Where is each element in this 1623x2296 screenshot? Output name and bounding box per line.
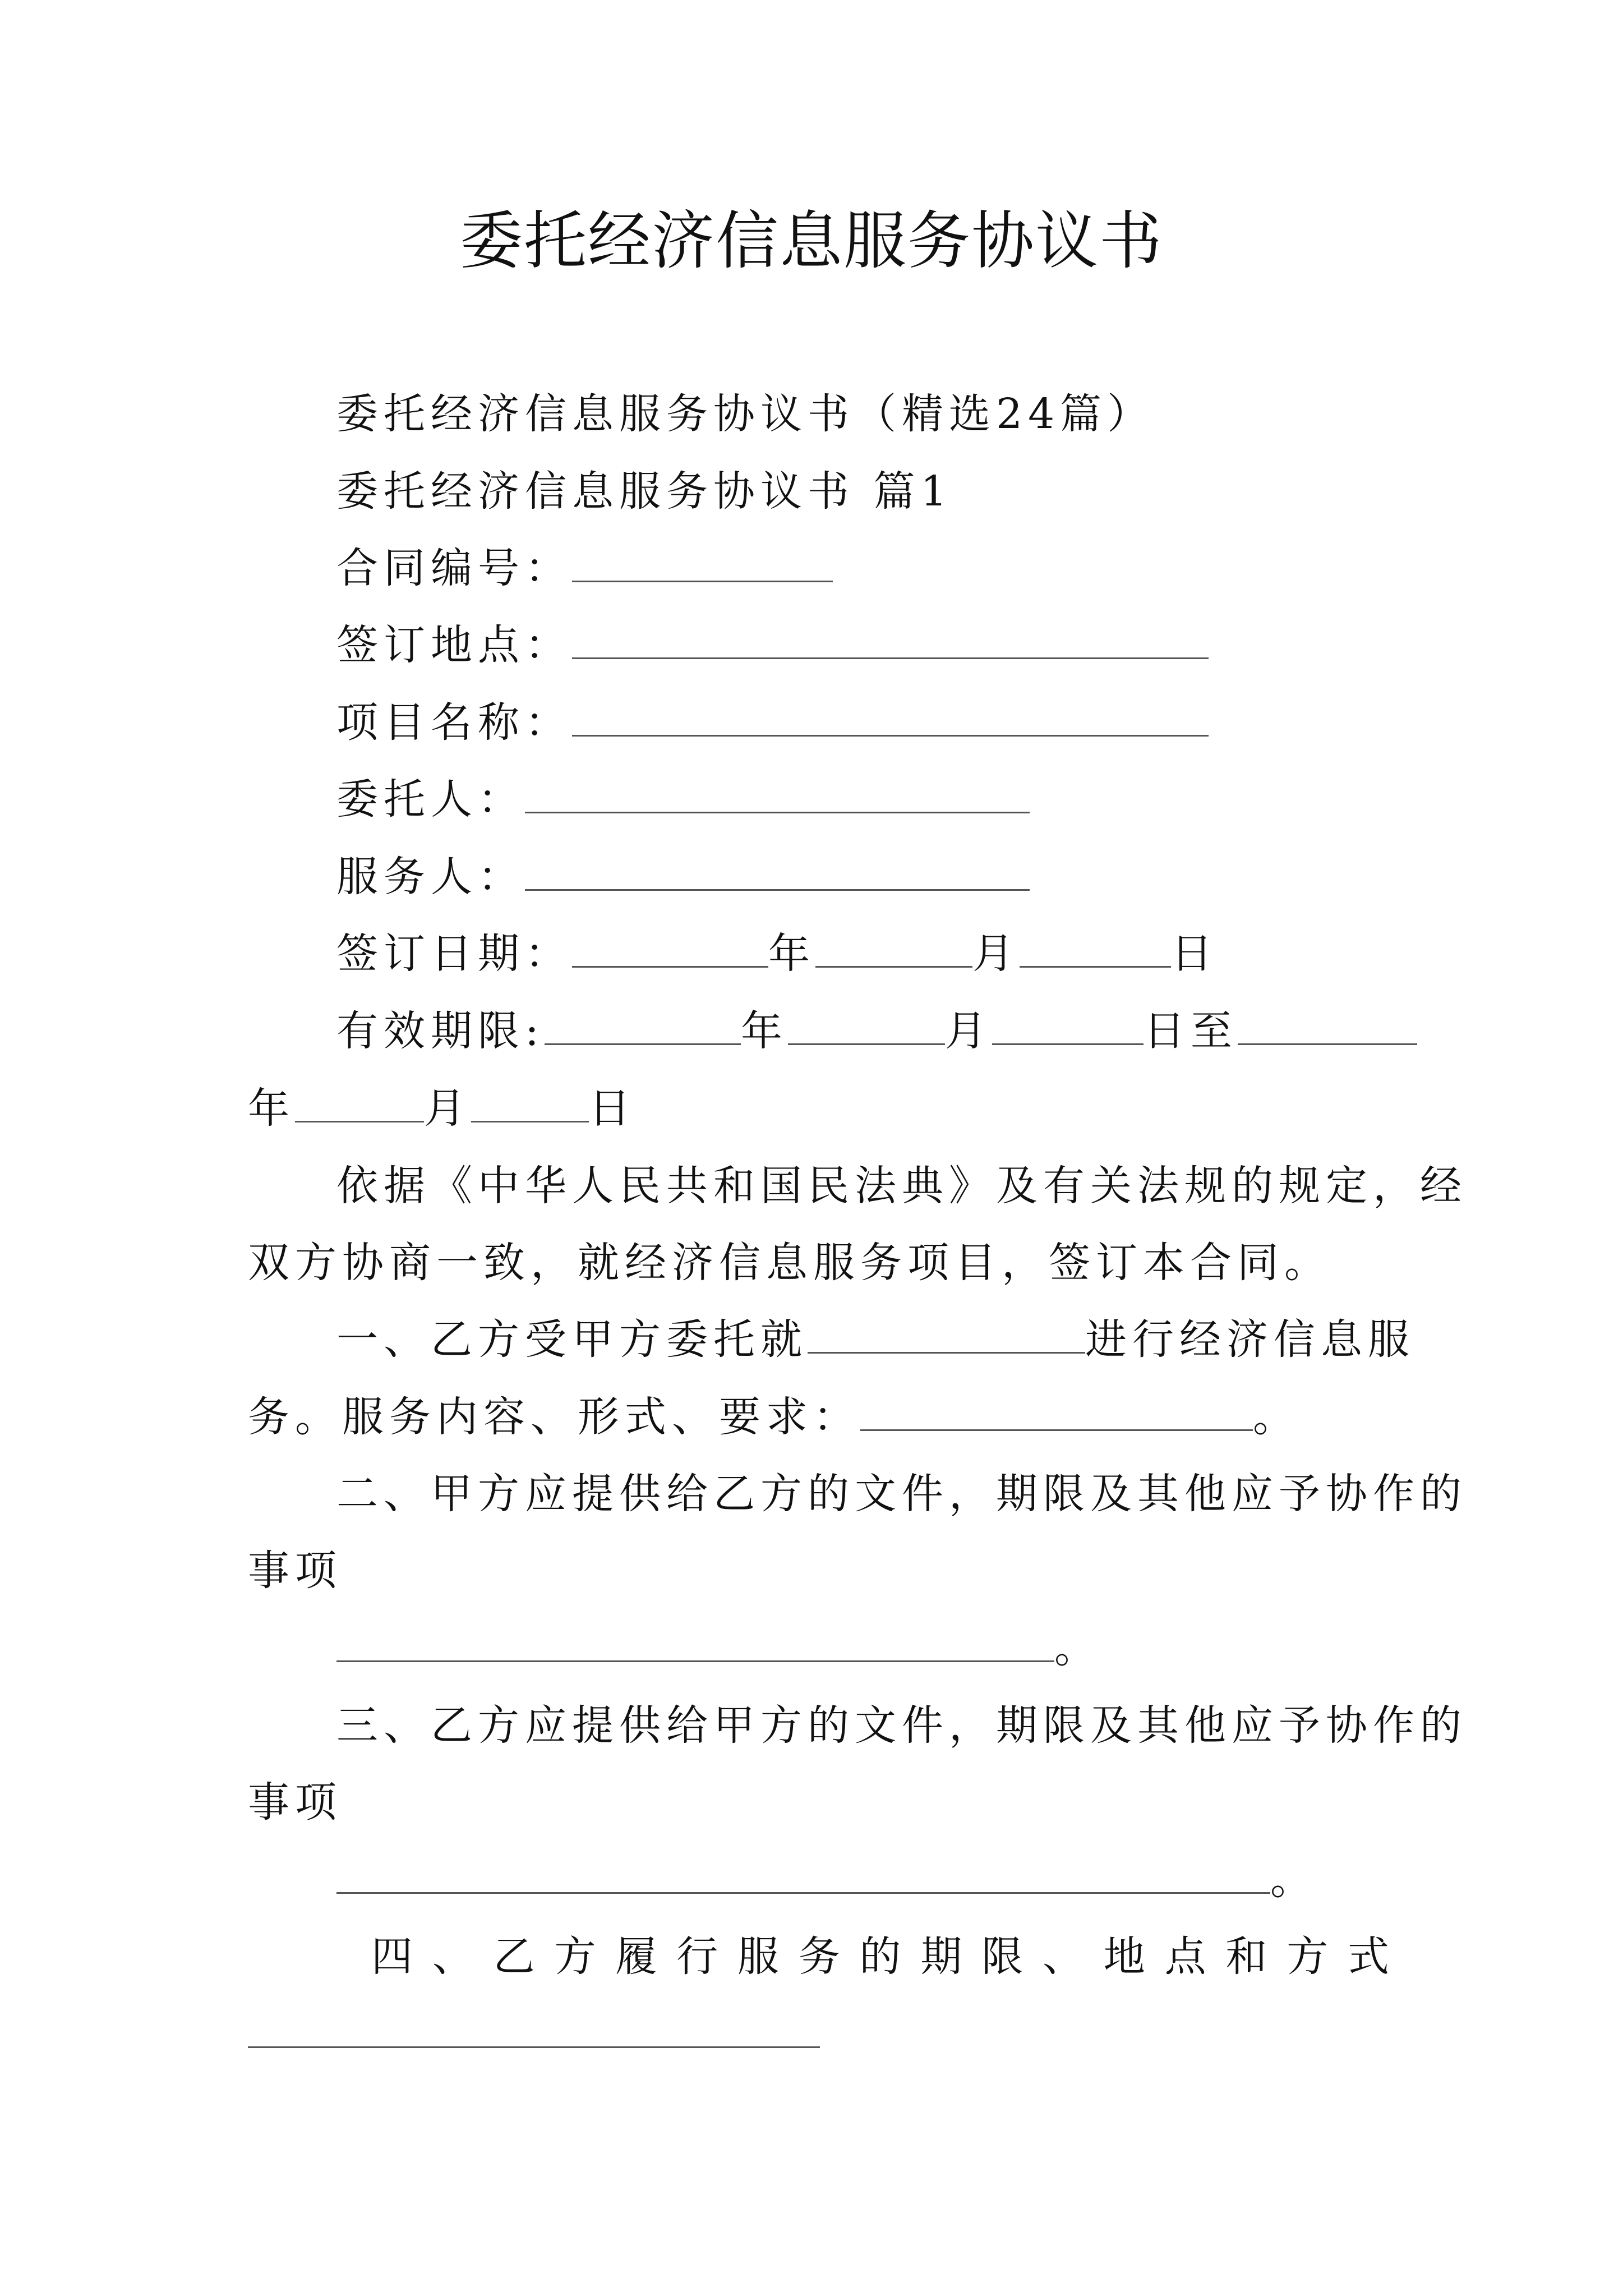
- clause-4-char: 行: [676, 1932, 718, 1981]
- contract-number-label: 合同编号：: [336, 544, 572, 592]
- validity-start-year-blank: [545, 1010, 741, 1045]
- validity-start-month-blank: [788, 1010, 945, 1045]
- clause-4-char: 服: [737, 1932, 779, 1981]
- validity-end-day-blank: [471, 1087, 589, 1122]
- clause-2-period: 。: [1054, 1624, 1101, 1672]
- sign-date-label: 签订日期：: [336, 930, 572, 978]
- validity-start-day-blank: [992, 1010, 1144, 1045]
- section-heading: 委托经济信息服务协议书 篇1: [336, 467, 953, 516]
- project-name-label: 项目名称：: [336, 698, 572, 747]
- validity-row: [336, 1004, 1417, 1058]
- sign-place-blank: [572, 624, 1209, 659]
- clause-4-char: 方: [554, 1932, 596, 1981]
- contract-number-blank: [572, 547, 833, 582]
- clause-4-char: 、: [1042, 1932, 1084, 1981]
- basis-paragraph-line2: 双方协商一致，就经济信息服务项目，签订本合同。: [248, 1239, 1331, 1287]
- clause-1-period: 。: [1253, 1393, 1300, 1441]
- validity-end-month: 月: [424, 1084, 471, 1133]
- basis-paragraph-line1: 依据《中华人民共和国民法典》及有关法规的规定，经: [336, 1162, 1467, 1210]
- clause-3-period: 。: [1270, 1856, 1317, 1904]
- clause-4-char: 务: [798, 1932, 840, 1981]
- provider-blank: [525, 855, 1030, 891]
- clause-2-blank: [336, 1627, 1054, 1662]
- clause-1-line2: [248, 1390, 1300, 1444]
- project-name-blank: [572, 701, 1209, 737]
- validity-label: 有效期限:: [336, 1007, 545, 1055]
- provider-label: 服务人：: [336, 853, 525, 901]
- sign-place-label: 签订地点：: [336, 621, 572, 669]
- sign-date-row: [336, 927, 1218, 981]
- client-label: 委托人：: [336, 775, 525, 823]
- clause-4-char: 履: [615, 1932, 657, 1981]
- clause-3-line2: 事项: [248, 1778, 342, 1826]
- clause-4-char: 、: [432, 1932, 474, 1981]
- clause-4-char: 式: [1348, 1932, 1389, 1981]
- clause-3-blank: [336, 1858, 1270, 1894]
- clause-1-line1: [336, 1313, 1415, 1366]
- provider-row: [336, 850, 1030, 904]
- validity-row-continued: [248, 1082, 636, 1135]
- clause-4-char: 的: [859, 1932, 901, 1981]
- clause-1-content-blank: [860, 1396, 1253, 1431]
- validity-end-year-blank: [1238, 1010, 1417, 1045]
- client-row: [336, 772, 1030, 826]
- sign-place-row: [336, 618, 1209, 672]
- clause-3-blank-row: [336, 1853, 1317, 1907]
- clause-4-char: 和: [1225, 1932, 1267, 1981]
- clause-2-line1: 二、甲方应提供给乙方的文件，期限及其他应予协作的: [336, 1470, 1467, 1518]
- validity-start-year: 年: [740, 1007, 788, 1055]
- clause-2-line2: 事项: [248, 1547, 342, 1595]
- sign-date-year-blank: [572, 932, 768, 968]
- validity-end-month-blank: [295, 1087, 424, 1122]
- sign-date-month: 月: [972, 930, 1020, 978]
- document-title: 委托经济信息服务协议书: [460, 205, 1163, 278]
- validity-end-year: 年: [248, 1084, 295, 1133]
- clause-4-blank: [248, 2046, 820, 2048]
- sign-date-day: 日: [1171, 930, 1218, 978]
- sign-date-day-blank: [1020, 932, 1171, 968]
- clause-4-char: 方: [1287, 1932, 1329, 1981]
- contract-number-row: [336, 541, 833, 595]
- validity-day-to: 日至: [1143, 1007, 1238, 1055]
- clause-4-char: 点: [1164, 1932, 1206, 1981]
- sign-date-month-blank: [815, 932, 972, 968]
- clause-4-char: 四: [371, 1932, 413, 1981]
- clause-3-line1: 三、乙方应提供给甲方的文件，期限及其他应予协作的: [336, 1701, 1467, 1750]
- client-blank: [525, 778, 1030, 813]
- project-name-row: [336, 696, 1209, 749]
- clause-4-char: 期: [920, 1932, 962, 1981]
- clause-4-char: 限: [981, 1932, 1023, 1981]
- clause-1-text-c: 务。服务内容、形式、要求：: [248, 1393, 860, 1441]
- clause-4-char: 乙: [493, 1932, 535, 1981]
- clause-1-text-b: 进行经济信息服: [1085, 1315, 1415, 1364]
- clause-2-blank-row: [336, 1621, 1101, 1675]
- clause-1-subject-blank: [808, 1318, 1085, 1354]
- document-subtitle: 委托经济信息服务协议书（精选24篇）: [336, 390, 1155, 438]
- validity-end-day: 日: [589, 1084, 636, 1133]
- clause-1-text-a: 一、乙方受甲方委托就: [336, 1315, 808, 1364]
- sign-date-year: 年: [768, 930, 815, 978]
- clause-4-line1: [371, 1930, 1389, 1984]
- validity-start-month: 月: [944, 1007, 992, 1055]
- clause-4-char: 地: [1103, 1932, 1145, 1981]
